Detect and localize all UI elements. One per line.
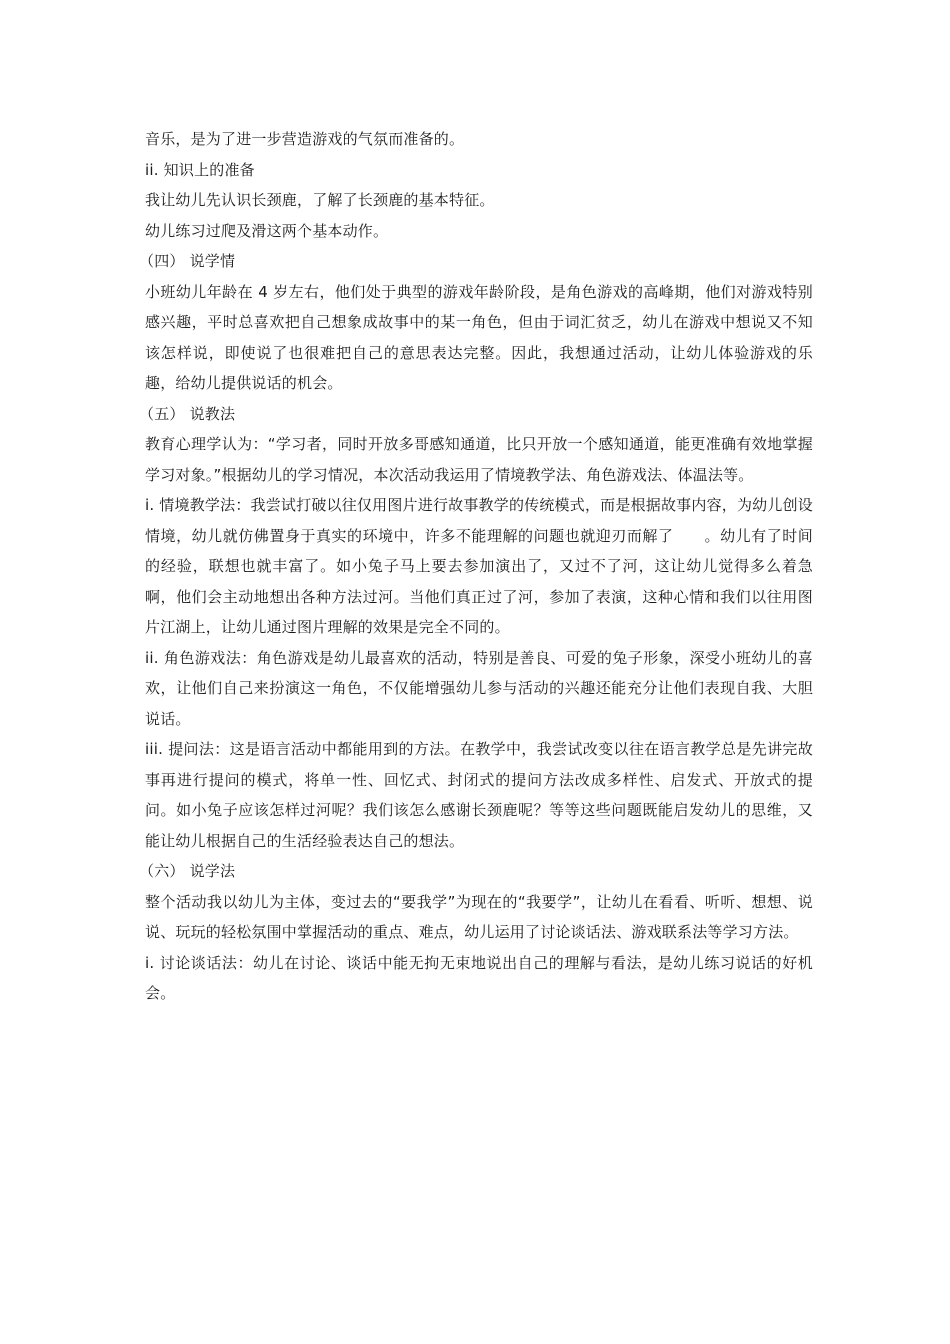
paragraph: 音乐，是为了进一步营造游戏的气氛而准备的。 — [145, 130, 465, 148]
paragraph: i. 情境教学法：我尝试打破以往仅用图片进行故事教学的传统模式，而是根据故事内容，为幼儿创设情境，幼儿就仿佛置身于真实的环境中，许多不能理解的问题也就迎刃而解了 。幼儿有了时间的经验，联想也就丰富了。如小兔子马上要去参加演出了，又过不了河，这让幼儿觉得多么着急啊，他们会主动地想出各种方法过河。当他们真正过了河，参加了表演，这种心情和我们以往用图片江湖上，让幼儿通过图片理解的效果是完全不同的。 — [145, 496, 813, 636]
paragraph: ii. 角色游戏法：角色游戏是幼儿最喜欢的活动，特别是善良、可爱的兔子形象，深受小班幼儿的喜欢，让他们自己来扮演这一角色，不仅能增强幼儿参与活动的兴趣还能充分让他们表现自我、大胆说话。 — [145, 648, 813, 728]
paragraph: 我让幼儿先认识长颈鹿，了解了长颈鹿的基本特征。 — [145, 191, 495, 209]
section-heading: （六） 说学法 — [139, 862, 236, 880]
paragraph: i. 讨论谈话法：幼儿在讨论、谈话中能无拘无束地说出自己的理解与看法，是幼儿练习说话的好机会。 — [145, 953, 813, 1002]
section-heading: （四） 说学情 — [139, 252, 236, 270]
paragraph: 小班幼儿年龄在 4 岁左右，他们处于典型的游戏年龄阶段，是角色游戏的高峰期，他们对游戏特别感兴趣，平时总喜欢把自己想象成故事中的某一角色，但由于词汇贫乏，幼儿在游戏中想说又不知该怎样说，即使说了也很难把自己的意思表达完整。因此，我想通过活动，让幼儿体验游戏的乐趣，给幼儿提供说话的机会。 — [145, 282, 813, 392]
paragraph: 幼儿练习过爬及滑这两个基本动作。 — [145, 221, 389, 240]
subheading: ii. 知识上的准备 — [145, 160, 255, 179]
paragraph: 教育心理学认为：“学习者，同时开放多哥感知通道，比只开放一个感知通道，能更准确有效地掌握学习对象。”根据幼儿的学习情况，本次活动我运用了情境教学法、角色游戏法、体温法等。 — [145, 435, 813, 484]
paragraph: 整个活动我以幼儿为主体，变过去的“要我学”为现在的“我要学”，让幼儿在看看、听听、想想、说说、玩玩的轻松氛围中掌握活动的重点、难点，幼儿运用了讨论谈话法、游戏联系法等学习方法。 — [145, 892, 813, 941]
section-heading: （五） 说教法 — [139, 404, 236, 423]
paragraph: iii. 提问法：这是语言活动中都能用到的方法。在教学中，我尝试改变以往在语言教学总是先讲完故事再进行提问的模式，将单一性、回忆式、封闭式的提问方法改成多样性、启发式、开放式的提问。如小兔子应该怎样过河呢？我们该怎么感谢长颈鹿呢？等等这些问题既能启发幼儿的思维，又能让幼儿根据自己的生活经验表达自己的想法。 — [145, 740, 813, 850]
document-page — [139, 124, 813, 1009]
